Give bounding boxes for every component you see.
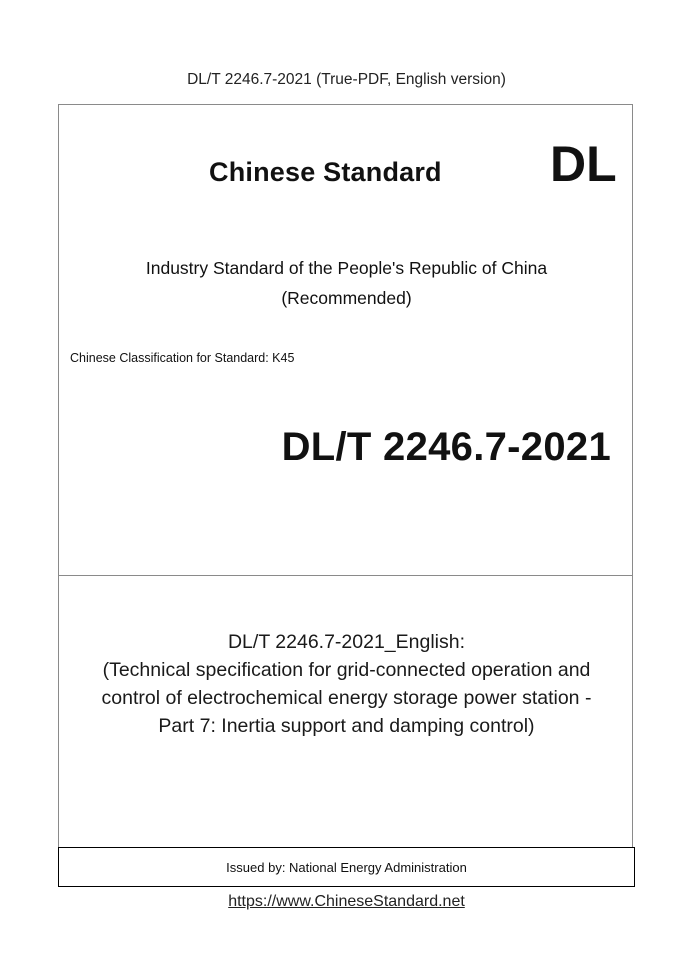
industry-standard-line: Industry Standard of the People's Republic of China	[145, 258, 548, 278]
recommended-label: (Recommended)	[281, 288, 412, 308]
cover-title: Chinese Standard	[209, 157, 442, 187]
standard-code: DL/T 2246.7-2021	[281, 425, 611, 469]
english-title-line-2: (Technical specification for grid-connected operation and	[102, 659, 591, 681]
issued-by-box	[58, 847, 635, 887]
english-title-line-3: control of electrochemical energy storage power station -	[101, 687, 592, 709]
english-title-line-4: Part 7: Inertia support and damping control)	[158, 715, 535, 737]
english-title-block	[58, 628, 635, 740]
english-title-line-1: DL/T 2246.7-2021_English:	[227, 631, 466, 653]
dl-logo: DL	[550, 136, 617, 192]
website-link[interactable]: https://www.ChineseStandard.net	[228, 893, 465, 910]
page-header: DL/T 2246.7-2021 (True-PDF, English version)	[187, 71, 506, 88]
footer	[0, 893, 693, 911]
classification-line: Chinese Classification for Standard: K45	[70, 351, 295, 365]
issued-by-text: Issued by: National Energy Administration	[226, 859, 467, 875]
